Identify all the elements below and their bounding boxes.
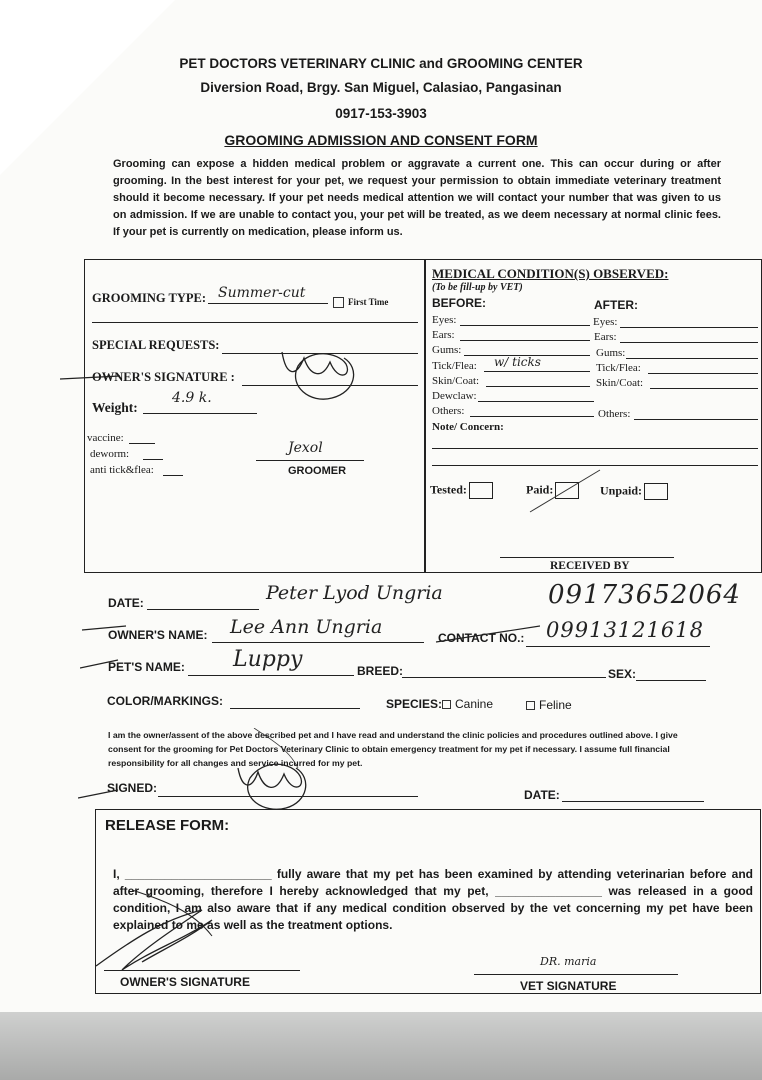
before-skin-coat: Skin/Coat: (432, 375, 480, 387)
after-eyes: Eyes: (593, 316, 618, 328)
grooming-type-value: Summer-cut (218, 285, 306, 301)
after-skin-coat: Skin/Coat: (596, 377, 644, 389)
box-divider (424, 259, 426, 572)
before-eyes: Eyes: (432, 314, 457, 326)
clinic-name: PET DOCTORS VETERINARY CLINIC and GROOMING CENTER (179, 56, 583, 71)
clinic-phone: 0917-153-3903 (335, 106, 427, 121)
pet-name-label: PET'S NAME: (108, 660, 185, 674)
medical-subtitle: (To be fill-up by VET) (432, 282, 523, 293)
anti-tick-label: anti tick&flea: (90, 464, 154, 476)
weight-label: Weight: (92, 400, 138, 415)
before-label: BEFORE: (432, 296, 486, 310)
contact-value: 09913121618 (546, 618, 704, 642)
species-canine-label: Canine (455, 697, 494, 711)
pet-name-value: Luppy (233, 647, 303, 672)
admission-box (84, 259, 762, 573)
clinic-address: Diversion Road, Brgy. San Miguel, Calasiao, Pangasinan (200, 80, 562, 95)
scan-shadow (0, 1012, 762, 1080)
sex-label: SEX: (608, 667, 637, 681)
first-time-checkbox[interactable] (333, 297, 388, 308)
owner-name-value: Lee Ann Ungria (230, 616, 383, 638)
release-paragraph: I, ______________________ fully aware that my pet has been examined by attending veterinarian before and after grooming, therefore I hereby acknowledged that my pet, ________________ was released in a good condition, I am also aware that if any medical condition observed by the vet concerning my pet have been explained to me as well as the treatment options. (113, 867, 753, 932)
tested-checkbox[interactable] (430, 482, 493, 499)
species-canine-option[interactable] (442, 697, 493, 711)
consent-date-label: DATE: (524, 788, 560, 802)
signed-label: SIGNED: (107, 781, 158, 795)
vet-signature-label: VET SIGNATURE (520, 979, 617, 993)
grooming-type-label: GROOMING TYPE: (92, 291, 207, 305)
received-by-label: RECEIVED BY (550, 560, 630, 572)
vet-signature-value: DR. maria (540, 955, 597, 968)
date-handwriting: Peter Lyod Ungria (266, 582, 443, 604)
before-gums: Gums: (432, 344, 462, 356)
unpaid-label: Unpaid: (600, 483, 643, 498)
before-dewclaw: Dewclaw: (432, 390, 477, 402)
medical-title: MEDICAL CONDITION(S) OBSERVED: (432, 266, 669, 281)
contact-label: CONTACT NO.: (438, 631, 525, 645)
groomer-label: GROOMER (288, 465, 347, 477)
before-tick-flea: Tick/Flea: (432, 360, 477, 372)
deworm-label: deworm: (90, 448, 130, 460)
species-feline-option[interactable] (526, 698, 572, 712)
after-label: AFTER: (594, 298, 638, 312)
first-time-label: First Time (348, 297, 389, 307)
groomer-signature: Jexol (288, 440, 323, 456)
after-tick-flea: Tick/Flea: (596, 362, 641, 374)
after-ears: Ears: (594, 331, 617, 343)
after-others: Others: (598, 408, 631, 420)
paid-check-mark (526, 468, 606, 518)
consent-paragraph: I am the owner/assent of the above described pet and I have read and understand the clinic policies and procedures outlined above. I give consent for the grooming for Pet Doctors Veterinary Clinic to obtain emergency treatment for my pet if necessary. I assume full financial responsibility for all changes and service incurred for my pet. (108, 730, 678, 768)
before-others: Others: (432, 405, 465, 417)
vaccine-label: vaccine: (87, 432, 124, 444)
species-label: SPECIES: (386, 697, 443, 711)
release-signature-scribble (92, 880, 232, 980)
consent-signature-scribble (78, 728, 338, 818)
unpaid-checkbox[interactable] (600, 483, 668, 500)
extra-phone-handwriting: 09173652064 (548, 580, 741, 610)
release-owner-signature-label: OWNER'S SIGNATURE (120, 975, 250, 989)
note-concern-label: Note/ Concern: (432, 421, 504, 433)
paid-label: Paid: (526, 482, 554, 497)
tick-flea-value: w/ ticks (494, 355, 541, 369)
tested-label: Tested: (430, 482, 467, 497)
intro-paragraph: Grooming can expose a hidden medical problem or aggravate a current one. This can occur during or after grooming. In the best interest for your pet, we request your permission to obtain immediate veterinary treatment should it become necessary. If your pet needs medical attention we will contact your number that was given to us on admission. If we are unable to contact you, your pet will be treated, as we deem necessary at normal clinic fees. If your pet is currently on medication, please inform us. (113, 158, 721, 238)
before-ears: Ears: (432, 329, 455, 341)
owner-name-label: OWNER'S NAME: (108, 628, 208, 642)
color-markings-label: COLOR/MARKINGS: (107, 694, 223, 708)
owner-signature-label: OWNER'S SIGNATURE : (92, 370, 235, 384)
after-gums: Gums: (596, 347, 626, 359)
weight-value: 4.9 k. (172, 390, 212, 406)
release-title: RELEASE FORM: (105, 817, 230, 834)
form-title: GROOMING ADMISSION AND CONSENT FORM (224, 132, 538, 148)
special-requests-label: SPECIAL REQUESTS: (92, 338, 220, 352)
owner-signature-scribble (60, 346, 370, 406)
species-feline-label: Feline (539, 698, 572, 712)
date-label: DATE: (108, 596, 144, 610)
breed-label: BREED: (357, 664, 404, 678)
